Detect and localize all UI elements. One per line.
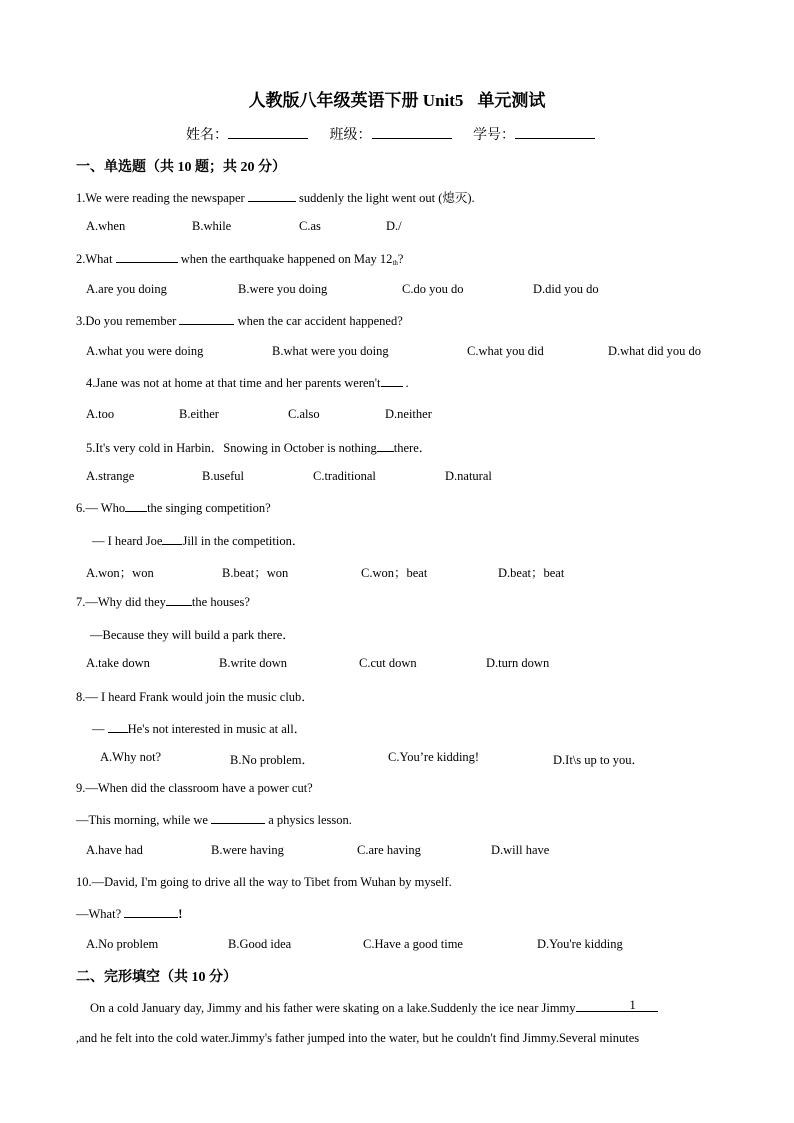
question-7-reply: —Because they will build a park there．	[90, 628, 295, 642]
question-9: 9.—When did the classroom have a power cut?	[76, 781, 313, 795]
q8-option-d[interactable]: D.It\s up to you．	[553, 753, 644, 767]
q3-option-d[interactable]: D.what did you do	[608, 344, 702, 358]
answer-blank[interactable]	[248, 190, 296, 202]
name-field[interactable]	[228, 126, 308, 139]
q6-option-a[interactable]: A.won；won	[86, 566, 154, 580]
q10-option-c[interactable]: C.Have a good time	[363, 937, 463, 951]
id-field[interactable]	[515, 126, 595, 139]
passage-line-2: ,and he felt into the cold water.Jimmy's father jumped into the water, but he couldn't find Jimmy.Several minutes	[76, 1031, 640, 1045]
answer-blank[interactable]	[162, 533, 182, 545]
q3-option-a[interactable]: A.what you were doing	[86, 344, 204, 358]
question-6-reply: — I heard Joe Jill in the competition．	[92, 534, 305, 548]
class-field[interactable]	[372, 126, 452, 139]
q4-option-d[interactable]: D.neither	[385, 407, 432, 421]
q1-option-a[interactable]: A.when	[86, 219, 126, 233]
answer-blank[interactable]	[179, 313, 234, 325]
answer-blank[interactable]	[381, 375, 403, 387]
q3-option-b[interactable]: B.what were you doing	[272, 344, 389, 358]
question-9-reply: —This morning, while we a physics lesson.	[76, 813, 352, 827]
question-6: 6.— Who the singing competition?	[76, 501, 271, 515]
q1-option-d[interactable]: D./	[386, 219, 402, 233]
question-3: 3.Do you remember when the car accident happened?	[76, 314, 403, 328]
q10-option-b[interactable]: B.Good idea	[228, 937, 292, 951]
q3-option-c[interactable]: C.what you did	[467, 344, 544, 358]
answer-blank[interactable]	[377, 440, 394, 452]
answer-blank[interactable]	[166, 594, 192, 606]
passage-line-1: On a cold January day, Jimmy and his father were skating on a lake.Suddenly the ice near Jimmy 1	[90, 1000, 658, 1016]
title-main: 人教版八年级英语下册 Unit5	[248, 91, 464, 110]
q4-option-c[interactable]: C.also	[288, 407, 320, 421]
q2-option-d[interactable]: D.did you do	[533, 282, 599, 296]
q1-option-b[interactable]: B.while	[192, 219, 232, 233]
answer-blank[interactable]	[125, 500, 147, 512]
section-heading-cloze: 二、完形填空（共 10 分）	[76, 970, 237, 985]
page-title	[0, 86, 794, 111]
q7-option-a[interactable]: A.take down	[86, 656, 150, 670]
q9-option-a[interactable]: A.have had	[86, 843, 143, 857]
question-8-reply: — He's not interested in music at all．	[92, 722, 307, 736]
q8-option-b[interactable]: B.No problem．	[230, 753, 315, 767]
answer-blank[interactable]	[116, 251, 178, 263]
q7-option-d[interactable]: D.turn down	[486, 656, 550, 670]
question-10-reply: —What? !	[76, 907, 183, 921]
question-8: 8.— I heard Frank would join the music club．	[76, 690, 314, 704]
q6-option-b[interactable]: B.beat；won	[222, 566, 289, 580]
q7-option-c[interactable]: C.cut down	[359, 656, 417, 670]
q4-option-b[interactable]: B.either	[179, 407, 219, 421]
question-5: 5.It's very cold in Harbin．Snowing in October is nothing there．	[86, 441, 432, 455]
q5-option-c[interactable]: C.traditional	[313, 469, 376, 483]
answer-blank[interactable]	[211, 812, 265, 824]
name-label: 姓名：	[186, 128, 228, 143]
q10-option-d[interactable]: D.You're kidding	[537, 937, 623, 951]
q4-option-a[interactable]: A.too	[86, 407, 115, 421]
question-4: 4.Jane was not at home at that time and her parents weren't .	[86, 376, 409, 390]
id-label: 学号：	[473, 128, 515, 143]
q10-option-a[interactable]: A.No problem	[86, 937, 159, 951]
q6-option-d[interactable]: D.beat；beat	[498, 566, 565, 580]
q8-option-c[interactable]: C.You’re kidding!	[388, 750, 480, 764]
q5-option-a[interactable]: A.strange	[86, 469, 135, 483]
q2-option-b[interactable]: B.were you doing	[238, 282, 328, 296]
question-2: 2.What when the earthquake happened on May $12_{th}$?	[76, 252, 404, 267]
answer-blank[interactable]	[108, 721, 128, 733]
student-info	[186, 124, 613, 144]
q9-option-d[interactable]: D.will have	[491, 843, 550, 857]
q1-option-c[interactable]: C.as	[299, 219, 321, 233]
class-label: 班级：	[329, 128, 372, 143]
q5-option-b[interactable]: B.useful	[202, 469, 245, 483]
question-1: 1.We were reading the newspaper suddenly the light went out (熄灭).	[76, 191, 475, 205]
cloze-blank-1[interactable]: 1	[576, 1000, 658, 1012]
question-7: 7.—Why did they the houses?	[76, 595, 250, 609]
q5-option-d[interactable]: D.natural	[445, 469, 492, 483]
question-10: 10.—David, I'm going to drive all the way to Tibet from Wuhan by myself.	[76, 875, 452, 889]
q2-option-a[interactable]: A.are you doing	[86, 282, 167, 296]
q7-option-b[interactable]: B.write down	[219, 656, 288, 670]
q6-option-c[interactable]: C.won；beat	[361, 566, 428, 580]
q8-option-a[interactable]: A.Why not?	[100, 750, 162, 764]
answer-blank[interactable]	[124, 906, 178, 918]
q9-option-b[interactable]: B.were having	[211, 843, 284, 857]
q2-option-c[interactable]: C.do you do	[402, 282, 464, 296]
q9-option-c[interactable]: C.are having	[357, 843, 421, 857]
title-suffix: 单元测试	[477, 91, 546, 110]
section-heading-single-choice: 一、单选题（共 10 题；共 20 分）	[76, 160, 286, 175]
